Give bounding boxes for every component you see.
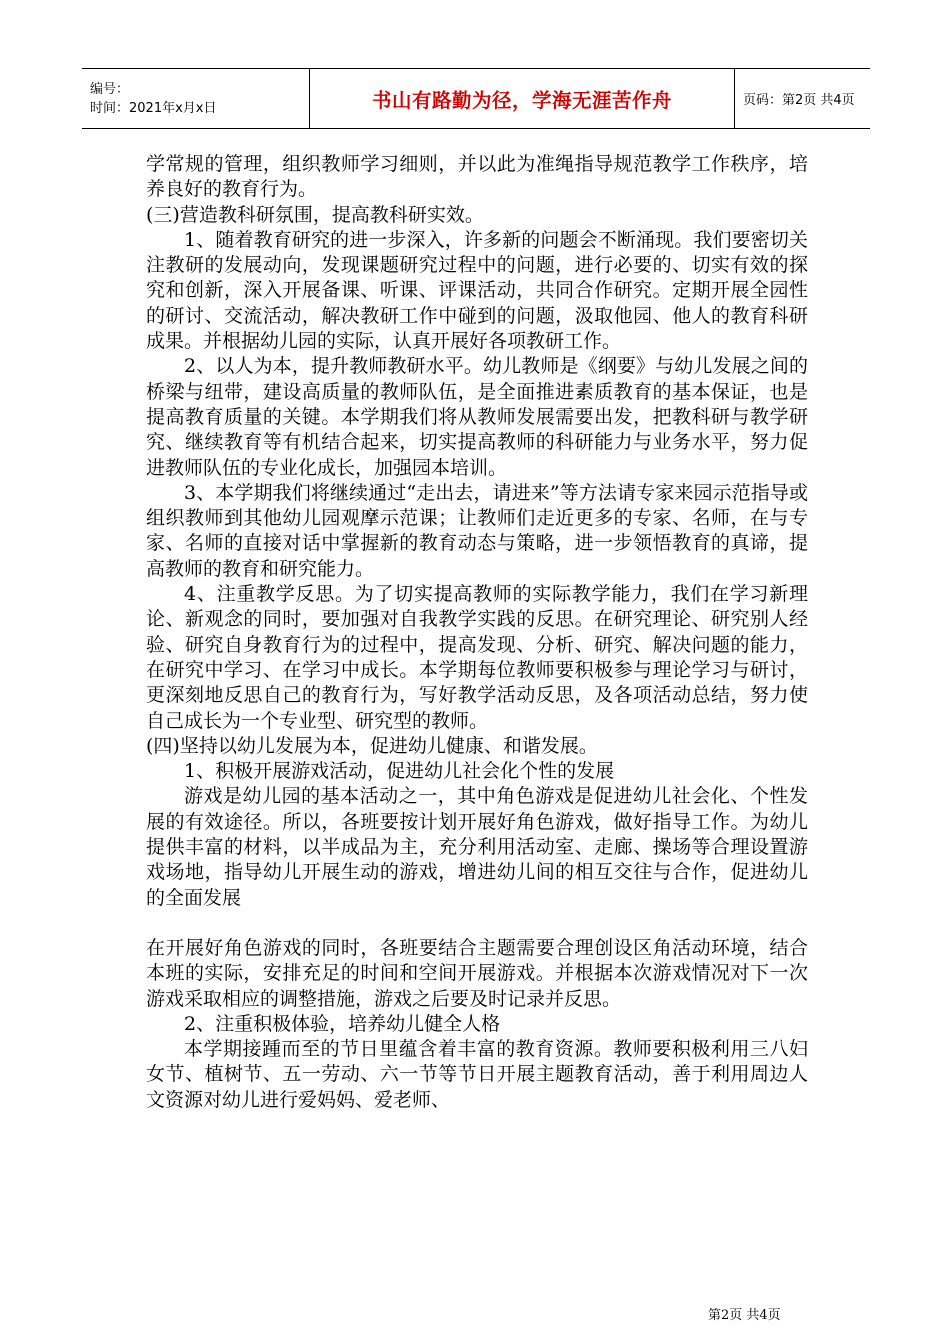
subsection-heading: 1、积极开展游戏活动，促进幼儿社会化个性的发展	[184, 760, 615, 783]
header-meta	[82, 69, 310, 128]
paragraph: 2、以人为本，提升教师教研水平。幼儿教师是《纲要》与幼儿发展之间的桥梁与纽带，建设高质量的教师队伍，是全面推进素质教育的基本保证，也是提高教育质量的关键。本学期我们将从教师发展需要出发，把教科研与教学研究、继续教育等有机结合起来，切实提高教师的科研能力与业务水平，努力促进教师队伍的专业化成长，加强园本培训。	[146, 355, 808, 479]
section-heading: (三)营造教科研氛围，提高教科研实效。	[146, 203, 484, 226]
paragraph: 4、注重教学反思。为了切实提高教师的实际教学能力，我们在学习新理论、新观念的同时，要加强对自我教学实践的反思。在研究理论、研究别人经验、研究自身教育行为的过程中，提高发现、分析、研究、解决问题的能力，在研究中学习、在学习中成长。本学期每位教师要积极参与理论学习与研讨，更深刻地反思自己的教育行为，写好教学活动反思，及各项活动总结，努力使自己成长为一个专业型、研究型的教师。	[146, 583, 808, 732]
section-heading: (四)坚持以幼儿发展为本，促进幼儿健康、和谐发展。	[146, 734, 598, 757]
page-footer: 第2页 共4页	[708, 1308, 781, 1323]
page-header	[82, 68, 870, 129]
document-number: 编号：	[90, 81, 130, 97]
document-body	[146, 152, 808, 1113]
subsection-heading: 2、注重积极体验，培养幼儿健全人格	[184, 1012, 501, 1035]
paragraph: 学常规的管理，组织教师学习细则，并以此为准绳指导规范教学工作秩序，培养良好的教育行为。	[146, 153, 808, 201]
paragraph: 本学期接踵而至的节日里蕴含着丰富的教育资源。教师要积极利用三八妇女节、植树节、五一劳动、六一节等节日开展主题教育活动，善于利用周边人文资源对幼儿进行爱妈妈、爱老师、	[146, 1038, 808, 1111]
header-motto: 书山有路勤为径，学海无涯苦作舟	[310, 69, 735, 128]
paragraph: 游戏是幼儿园的基本活动之一，其中角色游戏是促进幼儿社会化、个性发展的有效途径。所以，各班要按计划开展好角色游戏，做好指导工作。为幼儿提供丰富的材料，以半成品为主，充分利用活动室、走廊、操场等合理设置游戏场地，指导幼儿开展生动的游戏，增进幼儿间的相互交往与合作，促进幼儿的全面发展	[146, 785, 808, 909]
document-date: 时间：2021年x月x日	[90, 100, 217, 116]
paragraph: 3、本学期我们将继续通过“走出去，请进来”等方法请专家来园示范指导或组织教师到其他幼儿园观摩示范课；让教师们走近更多的专家、名师，在与专家、名师的直接对话中掌握新的教育动态与策略，进一步领悟教育的真谛，提高教师的教育和研究能力。	[146, 481, 808, 580]
paragraph: 1、随着教育研究的进一步深入，许多新的问题会不断涌现。我们要密切关注教研的发展动向，发现课题研究过程中的问题，进行必要的、切实有效的探究和创新，深入开展备课、听课、评课活动，共同合作研究。定期开展全园性的研讨、交流活动，解决教研工作中碰到的问题，汲取他园、他人的教育科研成果。并根据幼儿园的实际，认真开展好各项教研工作。	[146, 228, 808, 353]
header-page-number: 页码：第2页 共4页	[743, 93, 855, 108]
paragraph: 在开展好角色游戏的同时，各班要结合主题需要合理创设区角活动环境，结合本班的实际，安排充足的时间和空间开展游戏。并根据本次游戏情况对下一次游戏采取相应的调整措施，游戏之后要及时记录并反思。	[146, 936, 808, 1010]
